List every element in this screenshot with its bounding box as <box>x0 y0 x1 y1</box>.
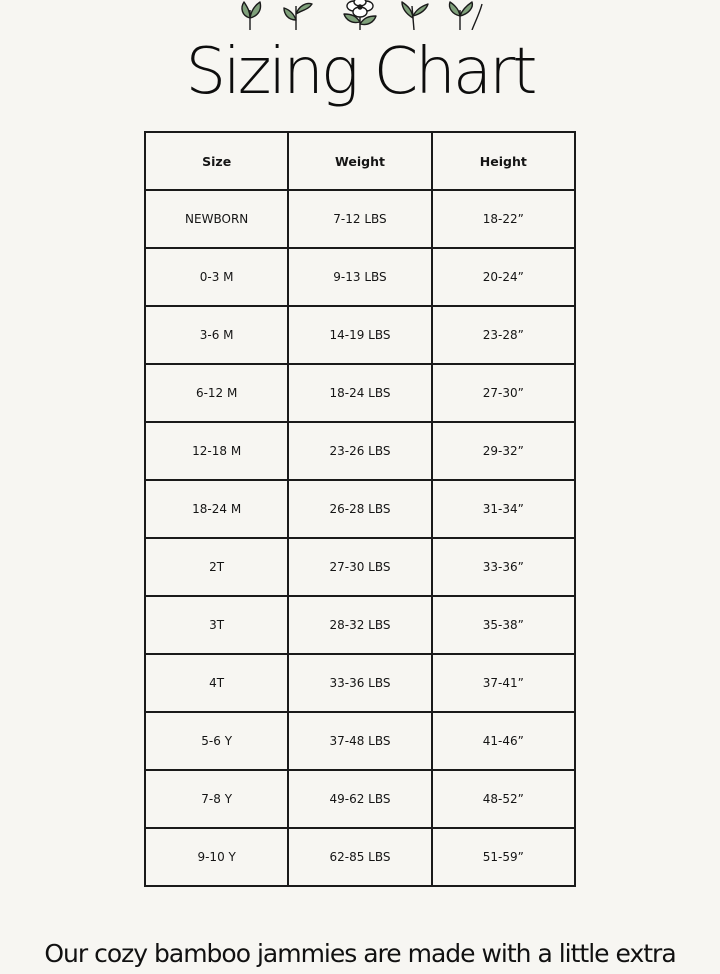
cell-weight: 33-36 LBS <box>288 654 431 712</box>
table-row <box>145 480 575 538</box>
cell-size: 5-6 Y <box>145 712 288 770</box>
cell-size: 3-6 M <box>145 306 288 364</box>
page-title: Sizing Chart <box>185 35 535 109</box>
cell-size: 3T <box>145 596 288 654</box>
cell-size: NEWBORN <box>145 190 288 248</box>
cell-size: 18-24 M <box>145 480 288 538</box>
cell-weight: 27-30 LBS <box>288 538 431 596</box>
cell-height: 37-41” <box>432 654 575 712</box>
table-row <box>145 770 575 828</box>
cell-weight: 7-12 LBS <box>288 190 431 248</box>
sizing-table <box>144 131 576 887</box>
cell-height: 20-24” <box>432 248 575 306</box>
table-row <box>145 306 575 364</box>
cell-size: 7-8 Y <box>145 770 288 828</box>
cell-size: 4T <box>145 654 288 712</box>
table-row <box>145 828 575 886</box>
table-row <box>145 654 575 712</box>
cell-weight: 49-62 LBS <box>288 770 431 828</box>
table-row <box>145 712 575 770</box>
table-row <box>145 248 575 306</box>
header-weight: Weight <box>288 132 431 190</box>
cell-height: 48-52” <box>432 770 575 828</box>
cell-size: 12-18 M <box>145 422 288 480</box>
cell-weight: 9-13 LBS <box>288 248 431 306</box>
cell-height: 18-22” <box>432 190 575 248</box>
cell-size: 6-12 M <box>145 364 288 422</box>
flower-border-illustration <box>236 0 484 30</box>
cell-height: 41-46” <box>432 712 575 770</box>
table-row <box>145 422 575 480</box>
cell-size: 0-3 M <box>145 248 288 306</box>
cell-height: 23-28” <box>432 306 575 364</box>
cell-height: 31-34” <box>432 480 575 538</box>
cell-weight: 23-26 LBS <box>288 422 431 480</box>
cell-height: 51-59” <box>432 828 575 886</box>
table-row <box>145 538 575 596</box>
cell-height: 35-38” <box>432 596 575 654</box>
cell-weight: 14-19 LBS <box>288 306 431 364</box>
header-size: Size <box>145 132 288 190</box>
product-tagline: Our cozy bamboo jammies are made with a little extra <box>44 939 676 968</box>
cell-height: 27-30” <box>432 364 575 422</box>
cell-size: 9-10 Y <box>145 828 288 886</box>
cell-weight: 18-24 LBS <box>288 364 431 422</box>
cell-weight: 28-32 LBS <box>288 596 431 654</box>
table-row <box>145 190 575 248</box>
table-row <box>145 364 575 422</box>
cell-height: 33-36” <box>432 538 575 596</box>
table-row <box>145 596 575 654</box>
cell-height: 29-32” <box>432 422 575 480</box>
cell-weight: 26-28 LBS <box>288 480 431 538</box>
table-header-row <box>145 132 575 190</box>
header-height: Height <box>432 132 575 190</box>
cell-weight: 62-85 LBS <box>288 828 431 886</box>
cell-size: 2T <box>145 538 288 596</box>
cell-weight: 37-48 LBS <box>288 712 431 770</box>
